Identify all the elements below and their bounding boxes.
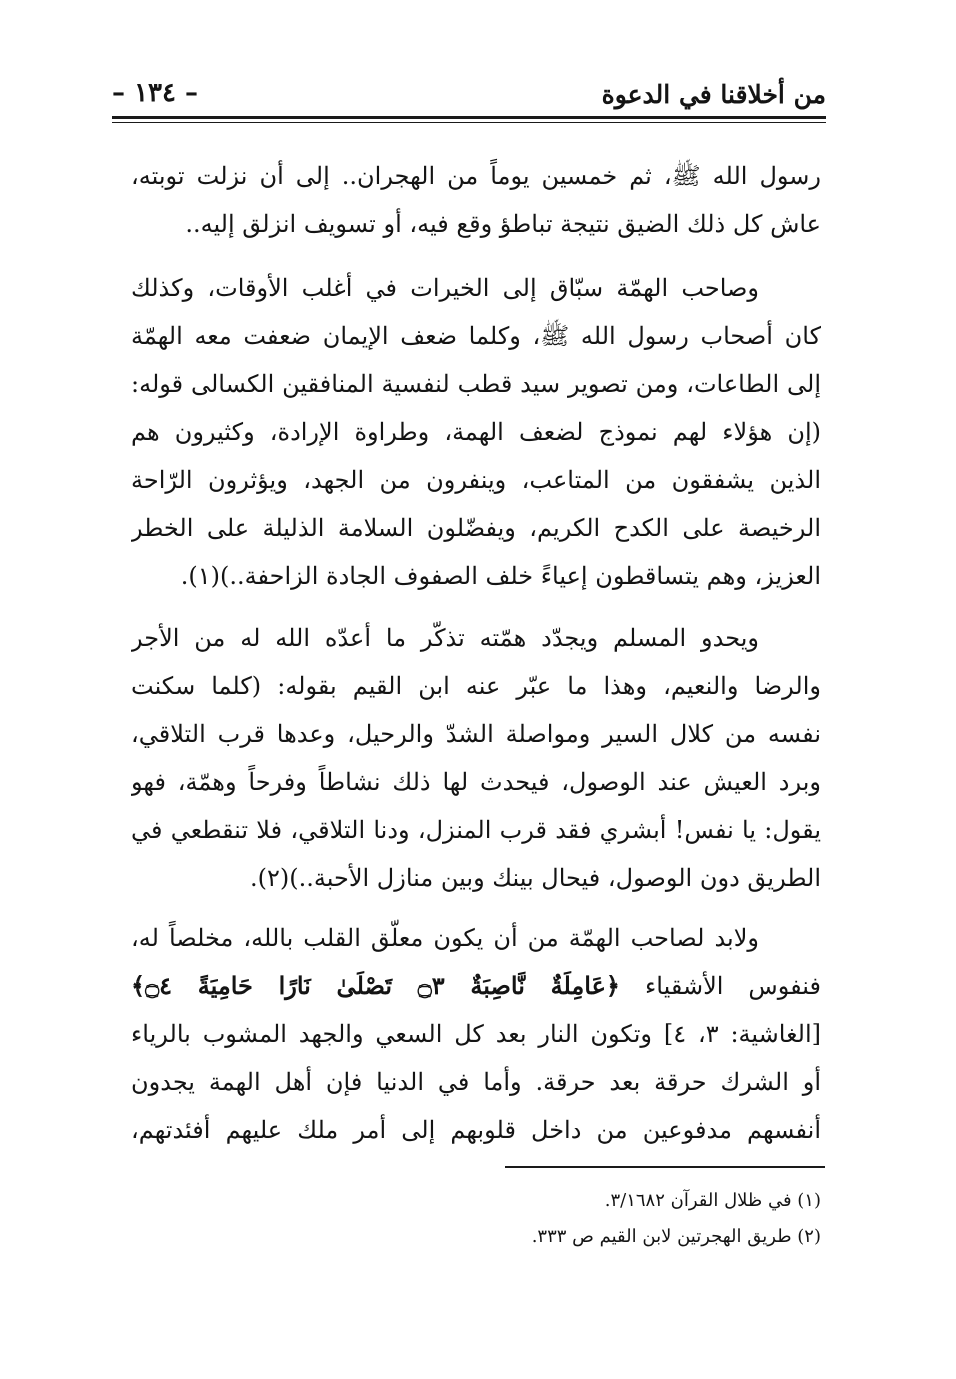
text-line: وبرد العيش عند الوصول، فيحدث لها ذلك نشاطاً وفرحاً وهمّة، فهو <box>131 768 821 796</box>
text-line: إلى الطاعات، ومن تصوير سيد قطب لنفسية المنافقين الكسالى قوله: <box>131 370 821 398</box>
quran-prefix: فنفوس الأشقياء <box>644 972 821 1000</box>
footnote-rule <box>505 1166 825 1168</box>
footnote: (٢) طريق الهجرتين لابن القيم ص ٣٣٣. <box>531 1226 821 1247</box>
text-line: أو الشرك حرقة بعد حرقة. وأما في الدنيا فإن أهل الهمة يجدون <box>131 1068 821 1096</box>
text-line: (إن هؤلاء لهم نموذج لضعف الهمة، وطراوة الإرادة، وكثيرون هم <box>131 418 821 446</box>
text-line: الرخيصة على الكدح الكريم، ويفضّلون السلامة الذليلة على الخطر <box>131 514 821 542</box>
text-line: الذين يشفقون من المتاعب، وينفرون من الجهد، ويؤثرون الرّاحة <box>131 466 821 494</box>
text-line: ويحدو المسلم ويجدّد همّته تذكّر ما أعدّه الله له من الأجر <box>131 624 759 652</box>
text-line: أنفسهم مدفوعين من داخل قلوبهم إلى أمر ملك عليهم أفئدتهم، <box>131 1116 821 1144</box>
text-line: ولابد لصاحب الهمّة من أن يكون معلّق القلب بالله، مخلصاً له، <box>131 924 759 952</box>
text-line: يقول: يا نفس! أبشري فقد قرب المنزل، ودنا التلاقي، فلا تنقطعي في <box>131 816 821 844</box>
page-header <box>112 74 826 114</box>
header-title: من أخلاقنا في الدعوة <box>601 80 826 109</box>
header-rule-thick <box>112 116 826 119</box>
text-line: والرضا والنعيم، وهذا ما عبّر عنه ابن القيم بقوله: (كلما سكنت <box>131 672 821 700</box>
page-number: – ١٣٤ – <box>112 78 199 108</box>
footnote: (١) في ظلال القرآن ٣/١٦٨٢. <box>604 1190 821 1211</box>
text-line: نفسه من كلال السير ومواصلة الشدّ والرحيل، وعدها قرب التلاقي، <box>131 720 821 748</box>
text-line: كان أصحاب رسول الله ﷺ، وكلما ضعف الإيمان ضعفت معه الهمّة <box>131 322 821 350</box>
text-line: الطريق دون الوصول، فيحال بينك وبين منازل الأحبة..)(٢). <box>250 864 821 892</box>
text-line: [الغاشية: ٣، ٤] وتكون النار بعد كل السعي والجهد المشوب بالرياء <box>131 1020 821 1048</box>
quran-line <box>131 966 821 1006</box>
text-line: عاش كل ذلك الضيق نتيجة تباطؤ وقع فيه، أو تسويف انزلق إليه.. <box>185 210 821 238</box>
text-line: العزيز، وهم يتساقطون إعياءً خلف الصفوف الجادة الزاحفة..)(١). <box>180 562 821 590</box>
text-line: وصاحب الهمّة سبّاق إلى الخيرات في أغلب الأوقات، وكذلك <box>131 274 759 302</box>
header-rule-thin <box>112 122 826 123</box>
text-line: رسول الله ﷺ، ثم خمسين يوماً من الهجران.. إلى أن نزلت توبته، <box>131 162 821 190</box>
quran-verse: ﴿عَامِلَةٌ نَّاصِبَةٌ ۝٣ تَصْلَىٰ نَارًا حَامِيَةً ۝٤﴾ <box>131 971 620 1000</box>
